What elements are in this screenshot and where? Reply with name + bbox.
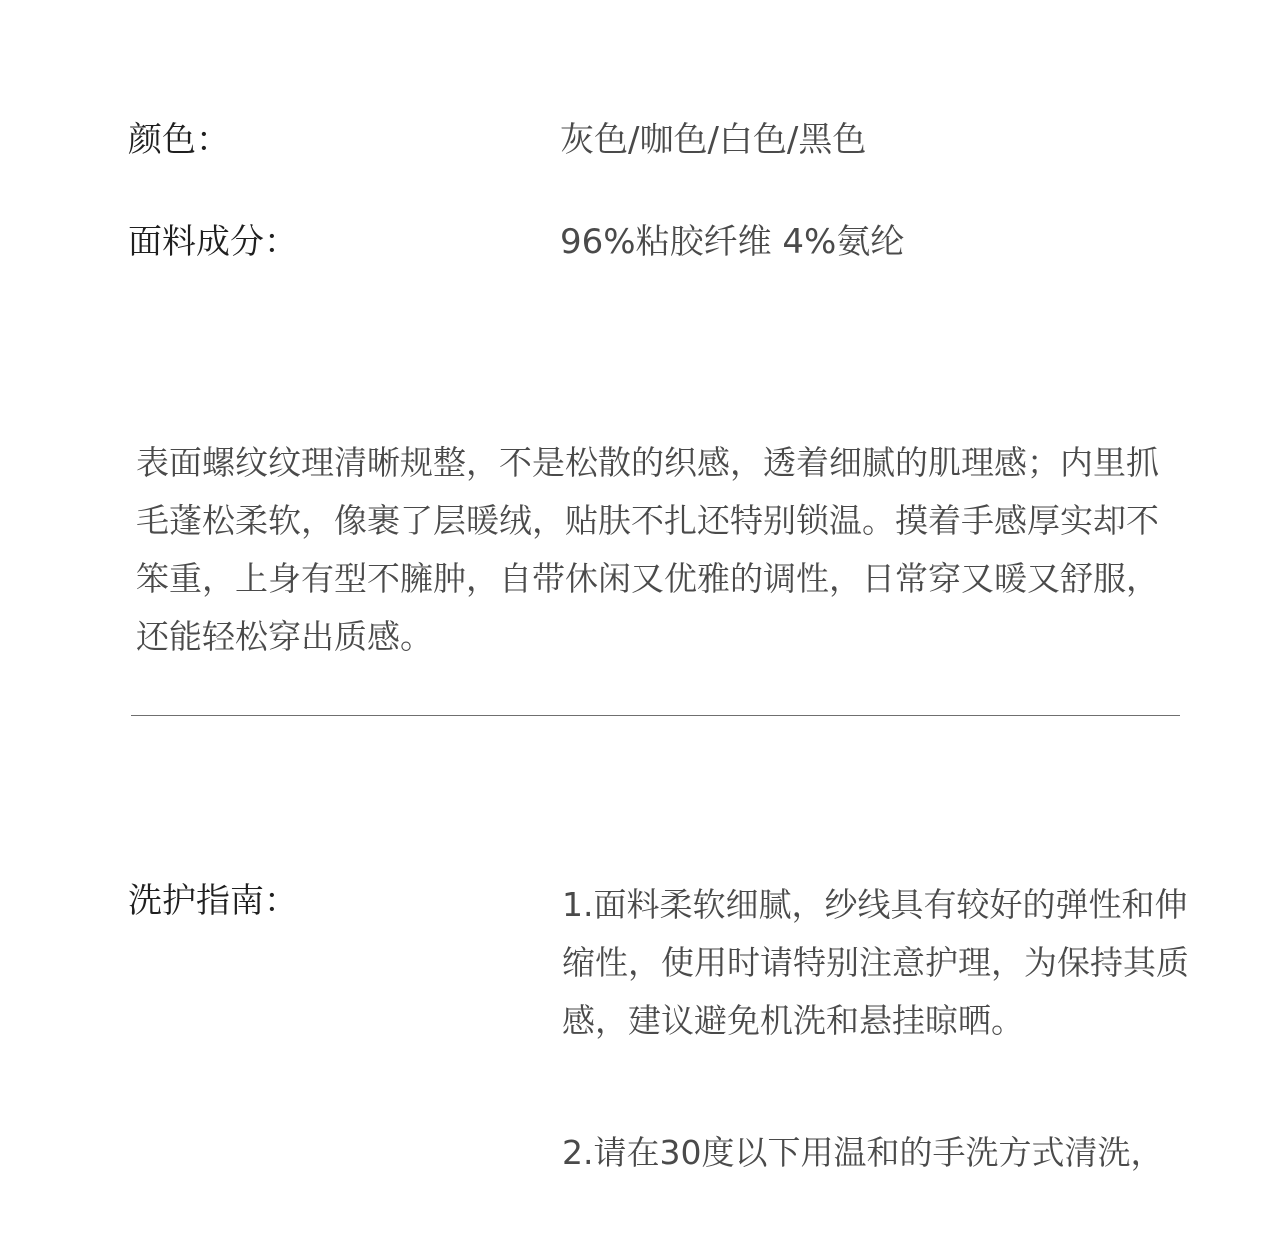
color-label: 颜色： [128,120,230,160]
section-divider [131,715,1180,716]
fabric-label: 面料成分： [128,222,298,262]
care-item-2: 2.请在30度以下用温和的手洗方式清洗， [562,1133,1164,1172]
care-guide-list [562,876,1202,1256]
spec-row-fabric [128,217,1188,267]
color-value: 灰色/咖色/白色/黑色 [560,120,867,160]
product-description: 表面螺纹纹理清晰规整，不是松散的织感，透着细腻的肌理感；内里抓毛蓬松柔软，像裹了层暖绒，贴肤不扎还特别锁温。摸着手感厚实却不笨重，上身有型不臃肿，自带休闲又优雅的调性，日常穿又暖又舒服，还能轻松穿出质感。 [136,443,1159,656]
care-item-1: 1.面料柔软细腻，纱线具有较好的弹性和伸缩性，使用时请特别注意护理，为保持其质感，建议避免机洗和悬挂晾晒。 [562,885,1189,1040]
care-guide-label: 洗护指南： [128,881,298,921]
spec-row-color [128,115,1188,165]
fabric-value: 96%粘胶纤维 4%氨纶 [560,222,905,262]
